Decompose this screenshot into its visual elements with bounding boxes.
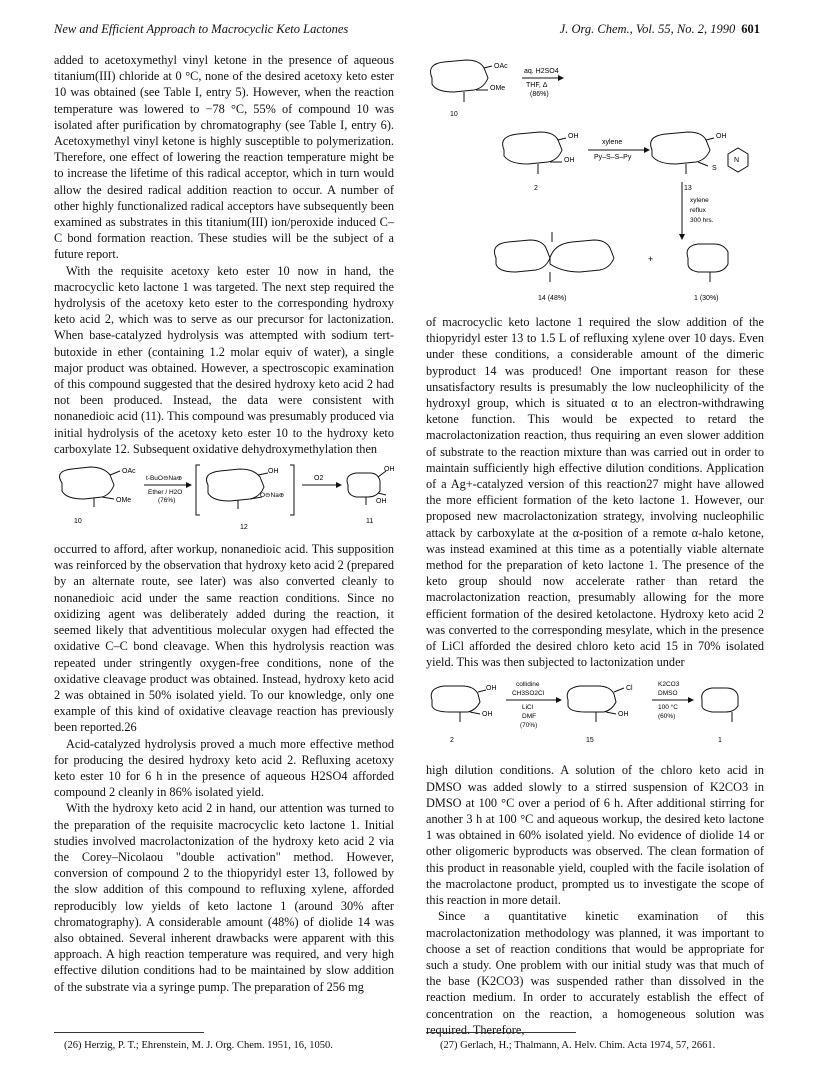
compound-label-15: 15: [586, 737, 594, 745]
oh-label: OH: [568, 133, 579, 140]
oh-label: OH: [716, 133, 727, 140]
reagent-potassium-carbonate: K2CO3: [658, 681, 680, 689]
paragraph: With the requisite acetoxy keto ester 10 now in hand, the macrocyclic keto lactone 1 was targeted. The next step required the hydrolysis of the acetoxy keto ester to the corresponding hydroxy keto acid 2, which was to serve as our precursor for lactonization. When base-catalyzed hydrolysis was attempted with sodium tert-butoxide in ether (containing 1.2 molar equiv of water), a single major product was obtained. However, a spectroscopic examination of this compound suggested that the desired hydroxy keto acid 2 had not been produced. Instead, the data were consistent with nonanedioic acid (11). This compound was presumably produced via initial hydrolysis of the acetoxy keto ester 10 to the hydroxy keto carboxylate 12. Subsequent oxidative dehydroxymethylation then: [54, 263, 394, 456]
reagent-lithium-chloride: LiCl: [522, 704, 534, 712]
paragraph: Acid-catalyzed hydrolysis proved a much more effective method for producing the desired hydroxy keto acid 2. Refluxing acetoxy keto ester 10 for 6 h in the presence of aqueous H2SO4 afforded compound 2 cleanly in 86% isolated yield.: [54, 736, 394, 800]
paragraph: of macrocyclic keto lactone 1 required the slow addition of the thiopyridyl ester 13 to 1.5 L of refluxing xylene over 10 days. Even under these conditions, a considerable amount of the dimeric byproduct 14 was produced! One important reason for these unsatisfactory results is presumably the low nucleophilicity of the hydroxyl group, which is situated α to an electron-withdrawing ketone function. This would be expected to retard the macrolactonization reaction, thus requiring an even slower addition of substrate to the reaction mixture than was carried out in order to maintain sufficiently high effective dilution conditions. Application of a Ag+-catalyzed version of this reaction27 might have allowed the more efficient formation of the keto lactone 1. However, our proposed new macrolactonization strategy, involving nucleophilic attack by carboxylate at the α-position of a remote α-halo ketone, was instead examined at this time as a potentially viable alternate method for the preparation of keto lactone 1. The presence of the keto group should now accelerate rather than retard the macrolactonization reaction, presumably allowing for the more efficient formation of the desired ketolactone. Hydroxy keto acid 2 was converted to the corresponding mesylate, which in the presence of LiCl afforded the desired chloro keto acid 15 in 70% isolated yield. This was then subjected to lactonization under: [426, 315, 764, 670]
reagent-conditions: THF, Δ: [526, 82, 548, 89]
running-title: New and Efficient Approach to Macrocyclic Keto Lactones: [54, 22, 349, 36]
compound-label-10: 10: [74, 518, 82, 526]
oh-label: OH: [564, 157, 575, 164]
compound-label-1: 1 (30%): [694, 295, 719, 302]
footnote-27: (27) Gerlach, H.; Thalmann, A. Helv. Chim. Acta 1974, 57, 2661.: [440, 1040, 716, 1051]
oxidant-label: O2: [314, 475, 324, 483]
footnote-26: (26) Herzig, P. T.; Ehrenstein, M. J. Org. Chem. 1951, 16, 1050.: [64, 1040, 333, 1051]
oac-label: OAc: [122, 468, 136, 476]
compound-label-12: 12: [240, 524, 248, 532]
paragraph: high dilution conditions. A solution of the chloro keto acid in DMSO was added slowly to a stirred suspension of K2CO3 in DMSO at 100 °C over a period of 6 h. After additional stirring for another 3 h at 100 °C and aqueous workup, the desired keto lactone 1 was obtained in 60% isolated yield. No evidence of diolide 14 or other oligomeric byproducts was observed. The clean formation of this product in reasonable yield, coupled with the facile isolation of the macrolactone product, prompted us to investigate the scope of this reaction in more detail.: [426, 763, 764, 908]
reagent-dipyridyl-disulfide: Py–S–S–Py: [594, 154, 632, 161]
reagent-base: t-BuO⊖Na⊕: [146, 475, 183, 483]
oh-label: OH: [482, 711, 493, 719]
reagent-xylene: xylene: [602, 139, 623, 146]
reagent-yield: (60%): [658, 713, 676, 721]
journal-citation: [560, 22, 760, 37]
plus-sign: +: [648, 254, 654, 264]
compound-label-10: 10: [450, 111, 458, 118]
nitrogen-label: N: [734, 157, 740, 164]
scheme-hydrolysis-cleavage: [54, 463, 394, 535]
compound-label-2: 2: [534, 185, 538, 192]
reagent-xylene: xylene: [690, 197, 709, 204]
reagent-dmso: DMSO: [658, 690, 678, 698]
reagent-yield: (86%): [530, 91, 549, 98]
reagent-acid: aq. H2SO4: [524, 68, 559, 75]
reagent-yield: (70%): [520, 722, 538, 730]
compound-label-14: 14 (48%): [538, 295, 567, 302]
reagent-temperature: 100 °C: [658, 704, 678, 712]
scheme-1-drawing: [54, 463, 394, 535]
paragraph: occurred to afford, after workup, nonanedioic acid. This supposition was reinforced by the observation that hydroxy keto acid 2 (prepared by an alternate route, see later) was also converted cleanly to nonanedioic acid under the same reaction conditions. Since no oxidizing agent was deliberately added during the reaction, it seemed likely that adventitious molecular oxygen had effected the oxidative C–C bond cleavage. When this hydrolysis reaction was repeated under stringently oxygen-free conditions, none of the oxidative cleavage product was obtained. Instead, hydroxy keto acid 2 was obtained in 50% isolated yield. To our knowledge, only one example of this kind of oxidative cleavage reaction has previously been reported.26: [54, 542, 394, 735]
reagent-dmf: DMF: [522, 713, 537, 721]
oac-label: OAc: [494, 63, 508, 70]
oh-label: OH: [618, 711, 629, 719]
chloro-label: Cl: [626, 685, 633, 693]
scheme-chloroketone-lactonization: [426, 676, 764, 756]
ome-label: OMe: [490, 85, 506, 92]
compound-label-2: 2: [450, 737, 454, 745]
scheme-3-drawing: [426, 676, 764, 756]
ome-label: OMe: [116, 497, 132, 505]
compound-label-11: 11: [366, 518, 374, 526]
scheme-lactonization: [426, 58, 764, 308]
oh-label: OH: [486, 685, 497, 693]
reagent-collidine: collidine: [516, 681, 540, 689]
reagent-solvent: Ether / H2O: [148, 489, 183, 497]
reagent-yield: (76%): [158, 497, 176, 505]
footnote-rule: [426, 1032, 576, 1033]
left-column: [54, 52, 394, 995]
oh-label: OH: [268, 468, 279, 476]
scheme-2-drawing: [426, 58, 764, 308]
reagent-time: 300 hrs.: [690, 217, 714, 224]
ona-label: O⊖Na⊕: [260, 492, 285, 500]
reagent-mesyl-chloride: CH3SO2Cl: [512, 690, 545, 698]
footnote-rule: [54, 1032, 204, 1033]
oh-label: OH: [376, 498, 387, 506]
reagent-reflux: reflux: [690, 207, 706, 214]
oh-label: OH: [384, 466, 394, 474]
paragraph: Since a quantitative kinetic examination of this macrolactonization methodology was planned, it was important to choose a set of reaction conditions that would be appropriate for such a study. One problem with our initial study was that much of the base (K2CO3) was suspended rather than dissolved in the reaction medium. In order to accurately establish the effect of concentration on the reaction, a homogeneous solution was required. Therefore,: [426, 909, 764, 1037]
paragraph: added to acetoxymethyl vinyl ketone in the presence of aqueous titanium(III) chloride at 0 °C, none of the desired acetoxy keto ester 10 was obtained (see Table I, entry 5). However, when the reaction temperature was lowered to −78 °C, 55% of compound 10 was isolated after purification by chromatography (see Table I, entry 6). Acetoxymethyl vinyl ketone is highly susceptible to polymerization. Therefore, one effect of lowering the reaction temperature might be to increase the lifetime of this radical acceptor, which in turn would allow the desired radical addition reaction to occur. A number of other highly functionalized radical acceptors have subsequently been examined as substrates in this titanium(III) ion/peroxide induced C–C bond formation reaction. These studies will be the subject of a future report.: [54, 53, 394, 262]
paragraph: With the hydroxy keto acid 2 in hand, our attention was turned to the preparation of the requisite macrocyclic keto lactone 1. Initial studies involved macrolactonization of the hydroxy keto acid 2 via the Corey–Nicolaou "double activation" method. However, conversion of compound 2 to the thiopyridyl ester 13, followed by the slow addition of this compound to refluxing xylene, afforded reproducibly low yields of keto lactone 1 (around 30% after chromatography). A considerable amount (48%) of diolide 14 was also obtained. Several inherent drawbacks were apparent with this approach. A high reaction temperature was required, and very high effective dilution conditions had to be maintained by slow addition of the substrate via a syringe pump. The preparation of 256 mg: [54, 801, 394, 994]
compound-label-1: 1: [718, 737, 722, 745]
page-number: 601: [741, 22, 760, 36]
right-column: [426, 52, 764, 1038]
sulfur-label: S: [712, 165, 717, 172]
compound-label-13: 13: [684, 185, 692, 192]
running-header: [54, 22, 760, 42]
journal-name: J. Org. Chem., Vol. 55, No. 2, 1990: [559, 22, 736, 36]
